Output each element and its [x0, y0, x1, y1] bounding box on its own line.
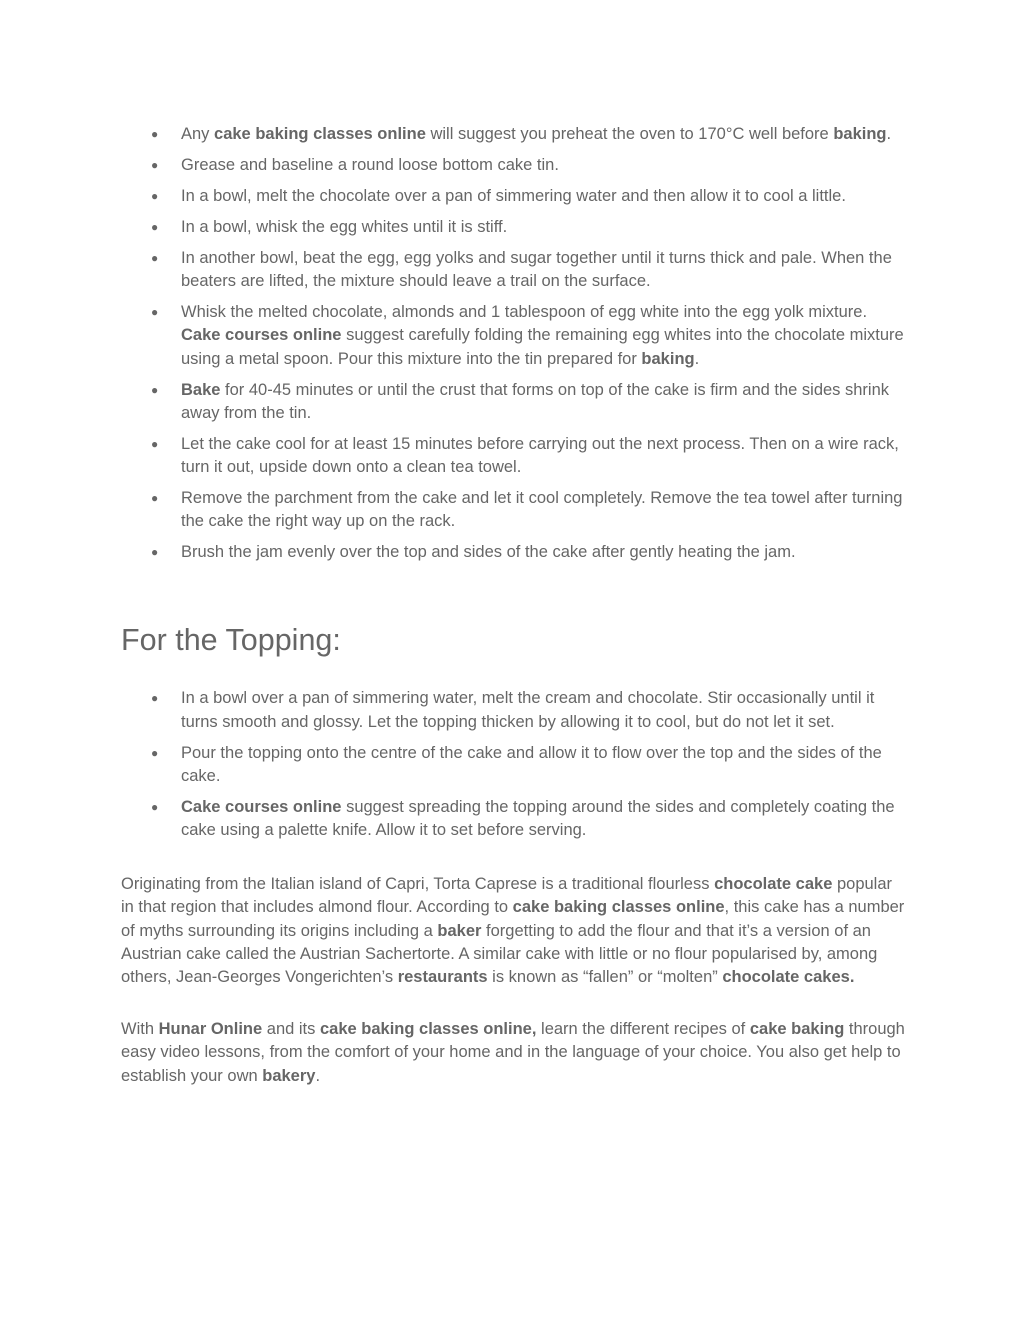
text-run: suggest spreading the topping around the sides and completely coating the cake using a palette knife. Allow it to set before serving. — [181, 797, 895, 840]
list-item — [121, 742, 906, 788]
list-item — [121, 154, 906, 177]
text-run: Originating from the Italian island of Capri, Torta Caprese is a traditional flourless — [121, 875, 715, 894]
bold-text: bakery — [262, 1066, 316, 1085]
list-item — [121, 541, 906, 564]
bold-text: cake baking classes online — [512, 898, 725, 917]
list-item — [121, 185, 906, 208]
bold-text: Cake courses online — [181, 326, 342, 345]
text-run: Let the cake cool for at least 15 minutes before carrying out the next process. Then on a wire rack, turn it out, upside down onto a clean tea towel. — [181, 434, 899, 477]
text-run: is known as “fallen” or “molten” — [487, 968, 723, 987]
bold-text: baking — [833, 125, 887, 143]
text-run: Whisk the melted chocolate, almonds and 1 tablespoon of egg white into the egg yolk mixture. — [181, 303, 868, 322]
text-run: learn the different recipes of — [536, 1020, 750, 1039]
bold-text: cake baking classes online, — [319, 1020, 537, 1039]
method-list — [121, 123, 906, 564]
bold-text: chocolate cake — [714, 875, 833, 894]
text-run: In a bowl, whisk the egg whites until it is stiff. — [181, 218, 508, 236]
text-run: In a bowl, melt the chocolate over a pan of simmering water and then allow it to cool a little. — [181, 187, 846, 205]
text-run: through easy video lessons, from the comfort of your home and in the language of your choice. You also get help to establish your own — [121, 1020, 905, 1085]
list-item — [121, 687, 906, 733]
origin-paragraph — [121, 873, 906, 989]
list-item — [121, 247, 906, 293]
list-item — [121, 216, 906, 239]
text-run: popular in that region that includes almond flour. According to — [121, 875, 893, 917]
document-content — [121, 123, 906, 1088]
bold-text: restaurants — [397, 968, 488, 987]
list-item — [121, 301, 906, 371]
list-item — [121, 123, 906, 146]
text-run: forgetting to add the flour and that it’s a version of an Austrian cake called the Austrian Sachertorte. A similar cake with little or no flour popularised by, among others, Jean-Georges Vongerichten’s — [121, 921, 878, 987]
bold-text: Bake — [181, 380, 221, 399]
bold-text: baker — [437, 921, 482, 940]
bold-text: Hunar Online — [158, 1020, 263, 1039]
text-run: and its — [262, 1020, 320, 1039]
bold-text: cake baking classes online — [214, 125, 426, 143]
text-run: Any — [181, 125, 215, 143]
text-run: Pour the topping onto the centre of the cake and allow it to flow over the top and the sides of the cake. — [181, 743, 882, 785]
topping-heading: For the Topping: — [121, 623, 341, 658]
promo-paragraph — [121, 1018, 906, 1088]
text-run: Brush the jam evenly over the top and sides of the cake after gently heating the jam. — [181, 543, 796, 562]
bold-text: Cake courses online — [181, 797, 342, 816]
bold-text: chocolate cakes. — [722, 968, 855, 987]
text-run: will suggest you preheat the oven to 170°C well before — [425, 125, 834, 143]
text-run: In a bowl over a pan of simmering water, melt the cream and chocolate. Stir occasionally until it turns smooth and glossy. Let the topping thicken by allowing it to cool, but do not let it set. — [181, 689, 875, 731]
text-run: Remove the parchment from the cake and let it cool completely. Remove the tea towel after turning the cake the right way up on the rack. — [181, 489, 903, 531]
list-item — [121, 433, 906, 479]
topping-list — [121, 687, 906, 842]
list-item — [121, 796, 906, 842]
text-run: for 40-45 minutes or until the crust that forms on top of the cake is firm and the sides shrink away from the tin. — [181, 380, 890, 422]
text-run: , this cake has a number of myths surrounding its origins including a — [121, 898, 905, 940]
bold-text: cake baking — [749, 1020, 845, 1039]
text-run: In another bowl, beat the egg, egg yolks and sugar together until it turns thick and pale. When the beaters are lifted, the mixture should leave a trail on the surface. — [181, 249, 892, 291]
text-run: . — [694, 349, 700, 368]
text-run: Grease and baseline a round loose bottom cake tin. — [181, 156, 559, 174]
bold-text: baking — [641, 349, 695, 368]
list-item — [121, 487, 906, 533]
text-run: . — [315, 1066, 321, 1085]
text-run: suggest carefully folding the remaining egg whites into the chocolate mixture using a metal spoon. Pour this mixture into the tin prepared for — [181, 326, 904, 368]
text-run: . — [886, 125, 892, 143]
text-run: With — [121, 1020, 159, 1039]
list-item — [121, 379, 906, 425]
